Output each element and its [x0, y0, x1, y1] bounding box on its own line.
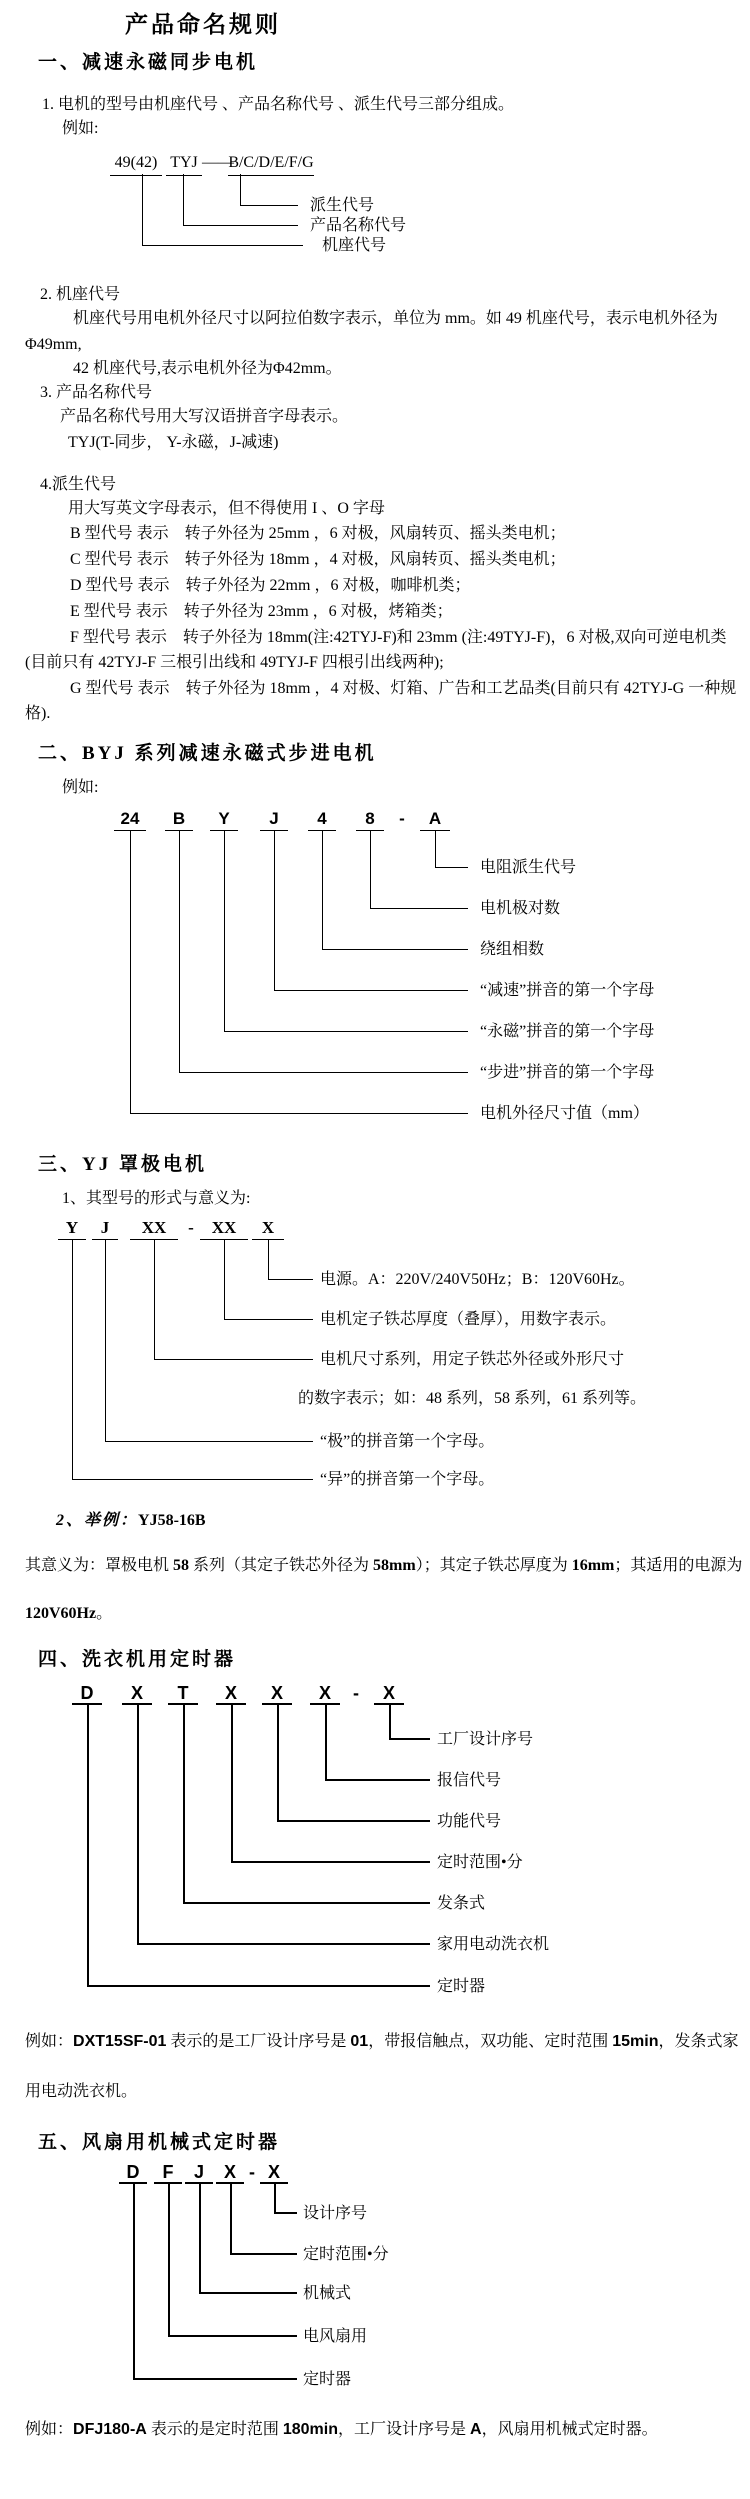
section1-example-label: 例如:	[62, 120, 99, 137]
code-y: Y	[58, 1218, 86, 1240]
text-run-bold: 01	[350, 2033, 369, 2050]
code-phase: 4	[308, 809, 336, 831]
text-run: ，发条式家用电动洗衣机。	[25, 2033, 739, 2100]
model-code-diagram-dfj	[0, 2162, 750, 2394]
diagram-label-frame: 机座代号	[322, 237, 387, 254]
code-core-thickness: XX	[200, 1218, 248, 1240]
section2-example-label: 例如:	[62, 779, 99, 796]
code-y: Y	[210, 809, 238, 831]
diagram-label-design-no: 设计序号	[303, 2205, 368, 2222]
derive-code-intro: 用大写英文字母表示，但不得使用 I 、O 字母	[68, 500, 385, 517]
diagram-label-product-name: 产品名称代号	[310, 217, 407, 234]
code-x1: X	[216, 2162, 244, 2184]
derive-type-d: D 型代号 表示 转子外径为 22mm ，6 对极，咖啡机类；	[70, 577, 471, 594]
frame-code-heading: 2. 机座代号	[40, 286, 121, 303]
connector-line	[142, 174, 303, 246]
diagram-label-yi-initial: “异”的拼音第一个字母。	[320, 1471, 495, 1488]
name-code-text: 产品名称代号用大写汉语拼音字母表示。	[60, 408, 349, 425]
document-page	[0, 6, 750, 2499]
text-run-bold: 58	[173, 1557, 190, 1574]
code-j: J	[185, 2162, 213, 2184]
page-title: 产品命名规则	[125, 12, 281, 37]
diagram-label-timing-range: 定时范围•分	[303, 2246, 389, 2263]
code-x2: X	[260, 2162, 288, 2184]
text-run: ，工厂设计序号是	[337, 2421, 470, 2438]
code-dash: ——	[202, 154, 234, 171]
name-code-example: TYJ(T-同步， Y-永磁，J-减速)	[68, 434, 279, 451]
text-run-bold: 180min	[282, 2421, 338, 2438]
model-code-diagram-yj	[0, 1218, 750, 1500]
code-j: J	[260, 809, 288, 831]
text-run: ，带报信触点，双功能、定时范围	[368, 2033, 613, 2050]
text-run-bold: 120V60Hz	[25, 1605, 97, 1622]
code-t: T	[168, 1683, 198, 1705]
sub2-prefix: 2、举例：	[56, 1512, 139, 1529]
code-d: D	[72, 1683, 102, 1705]
code-b: B	[165, 809, 193, 831]
code-frame-size: 49(42)	[110, 154, 162, 176]
diagram-label-derivative: 派生代号	[310, 197, 375, 214]
diagram-label-electric-fan: 电风扇用	[303, 2328, 368, 2345]
diagram-label-resistance-derivative: 电阻派生代号	[480, 859, 577, 876]
diagram-label-mechanical: 机械式	[303, 2285, 352, 2302]
text-run: 系列（其定子铁芯外径为	[189, 1557, 374, 1574]
code-x5: X	[374, 1683, 404, 1705]
derive-code-heading: 4.派生代号	[40, 476, 117, 493]
diagram-label-factory-design-no: 工厂设计序号	[437, 1731, 534, 1748]
diagram-label-ji-initial: “极”的拼音第一个字母。	[320, 1433, 495, 1450]
code-dash: -	[399, 809, 405, 828]
derive-type-b: B 型代号 表示 转子外径为 25mm ，6 对极，风扇转页、摇头类电机；	[70, 525, 566, 542]
derive-type-c: C 型代号 表示 转子外径为 18mm ，4 对极，风扇转页、摇头类电机；	[70, 551, 566, 568]
code-dash: -	[249, 2162, 255, 2182]
text-run: 例如：	[25, 2033, 74, 2050]
diagram-label-timing-range: 定时范围•分	[437, 1854, 523, 1871]
code-j: J	[92, 1218, 118, 1240]
section2-heading: 二、BYJ 系列减速永磁式步进电机	[38, 743, 377, 764]
text-run: 表示的是定时范围	[146, 2421, 283, 2438]
code-dash: -	[353, 1683, 359, 1703]
frame-code-text2: 42 机座代号,表示电机外径为Φ42mm。	[73, 360, 342, 377]
diagram-label-size-series-line2: 的数字表示；如：48 系列，58 系列，61 系列等。	[298, 1390, 647, 1407]
diagram-label-jiansu-initial: “减速”拼音的第一个字母	[480, 982, 655, 999]
diagram-label-outer-diameter: 电机外径尺寸值（mm）	[480, 1105, 649, 1122]
section3-sub2	[56, 1510, 750, 1532]
text-run: ；其适用的电源为	[614, 1557, 743, 1574]
sub2-model-code: YJ58-16B	[138, 1512, 206, 1529]
text-run: 例如：	[25, 2421, 74, 2438]
section1-heading: 一、减速永磁同步电机	[38, 52, 259, 73]
name-code-heading: 3. 产品名称代号	[40, 384, 153, 401]
diagram-label-size-series-line1: 电机尺寸系列，用定子铁芯外径或外形尺寸	[320, 1351, 625, 1368]
connector-line	[130, 831, 468, 1114]
code-f: F	[154, 2162, 182, 2184]
model-code-diagram-tyj	[0, 154, 750, 264]
diagram-label-winding-phases: 绕组相数	[480, 941, 545, 958]
dfj-example-text	[25, 2406, 747, 2454]
text-run-bold: 58mm	[373, 1557, 416, 1574]
code-x1: X	[122, 1683, 152, 1705]
code-x3: X	[262, 1683, 292, 1705]
derive-type-e: E 型代号 表示 转子外径为 23mm ，6 对极，烤箱类；	[70, 603, 453, 620]
diagram-label-core-thickness: 电机定子铁芯厚度（叠厚），用数字表示。	[320, 1311, 617, 1328]
frame-code-text: 机座代号用电机外径尺寸以阿拉伯数字表示，单位为 mm。如 49 机座代号，表示电机外径为Φ49mm,	[25, 310, 718, 353]
section4-heading: 四、洗衣机用定时器	[38, 1649, 237, 1670]
code-x2: X	[216, 1683, 246, 1705]
code-derivative: B/C/D/E/F/G	[228, 154, 314, 176]
connector-line	[133, 2184, 297, 2380]
code-product-name: TYJ	[166, 154, 202, 176]
diagram-label-signal-code: 报信代号	[437, 1772, 502, 1789]
code-resistance: A	[420, 809, 450, 831]
section1-intro: 1. 电机的型号由机座代号 、产品名称代号 、派生代号三部分组成。	[42, 96, 515, 113]
yj-example-meaning	[25, 1542, 747, 1638]
model-code-diagram-byj	[0, 809, 750, 1139]
code-size-series: XX	[130, 1218, 178, 1240]
diagram-label-power-supply: 电源。A：220V/240V50Hz；B：120V60Hz。	[320, 1271, 635, 1288]
connector-line	[72, 1239, 313, 1480]
connector-line	[87, 1705, 430, 1987]
text-run-bold: DXT15SF-01	[73, 2033, 167, 2050]
diagram-label-timer: 定时器	[437, 1978, 486, 1995]
code-poles: 8	[356, 809, 384, 831]
dxt-example-text	[25, 2017, 747, 2117]
section3-heading: 三、YJ 罩极电机	[38, 1154, 207, 1175]
derive-type-f: F 型代号 表示 转子外径为 18mm(注:42TYJ-F)和 23mm (注:49TYJ-F)，6 对极,双向可逆电机类 (目前只有 42TYJ-F 三根引出线和 49TYJ-F 四根引出线两种);	[25, 629, 727, 671]
diagram-label-washing-machine: 家用电动洗衣机	[437, 1936, 550, 1953]
text-run: ，风扇用机械式定时器。	[481, 2421, 658, 2438]
diagram-label-timer: 定时器	[303, 2371, 352, 2388]
text-run: 。	[96, 1605, 113, 1622]
text-run-bold: 15min	[612, 2033, 659, 2050]
code-d: D	[119, 2162, 147, 2184]
code-outer-diameter: 24	[114, 809, 146, 831]
text-run-bold: DFJ180-A	[73, 2421, 147, 2438]
diagram-label-spring-type: 发条式	[437, 1895, 486, 1912]
text-run: 其意义为：罩极电机	[25, 1557, 174, 1574]
diagram-label-pole-pairs: 电机极对数	[480, 900, 561, 917]
derive-type-g: G 型代号 表示 转子外径为 18mm ，4 对极、灯箱、广告和工艺品类(目前只有 42TYJ-G 一种规格).	[25, 680, 737, 722]
text-run: 表示的是工厂设计序号是	[166, 2033, 351, 2050]
text-run-bold: 16mm	[571, 1557, 615, 1574]
diagram-label-function-code: 功能代号	[437, 1813, 502, 1830]
code-x4: X	[310, 1683, 340, 1705]
text-run-bold: A	[470, 2421, 482, 2438]
text-run: ）；其定子铁芯厚度为	[415, 1557, 572, 1574]
diagram-label-bujin-initial: “步进”拼音的第一个字母	[480, 1064, 655, 1081]
code-dash: -	[188, 1218, 194, 1237]
code-power-supply: X	[252, 1218, 284, 1240]
model-code-diagram-dxt	[0, 1683, 750, 2007]
section3-sub1: 1、其型号的形式与意义为:	[62, 1190, 251, 1207]
section5-heading: 五、风扇用机械式定时器	[38, 2132, 281, 2153]
diagram-label-yongci-initial: “永磁”拼音的第一个字母	[480, 1023, 655, 1040]
